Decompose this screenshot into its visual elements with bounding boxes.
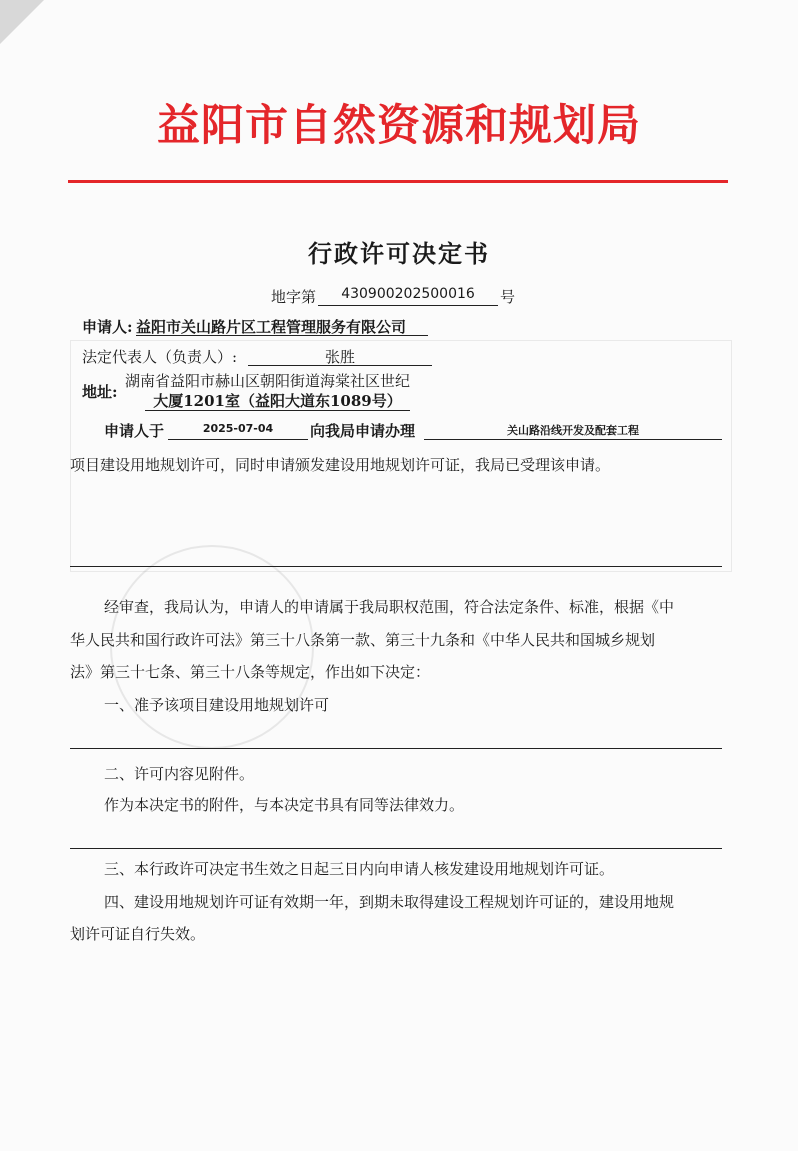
legal-rep-name: 张胜	[248, 346, 432, 366]
address-label: 地址:	[82, 383, 118, 401]
header-red-rule	[68, 180, 728, 183]
application-date: 2025-07-04	[168, 422, 308, 440]
document-title: 行政许可决定书	[308, 239, 490, 268]
doc-number-prefix: 地字第	[271, 288, 317, 306]
address-line1: 湖南省益阳市赫山区朝阳街道海棠社区世纪	[125, 372, 411, 390]
doc-number-suffix: 号	[500, 288, 516, 306]
decision-item-2-note: 作为本决定书的附件，与本决定书具有同等法律效力。	[104, 796, 465, 814]
address-line2: 大厦1201室（益阳大道东1089号）	[145, 390, 410, 411]
application-text-3: 项目建设用地规划许可，同时申请颁发建设用地规划许可证，我局已受理该申请。	[70, 456, 611, 474]
blank-rule-3	[70, 848, 722, 849]
agency-name: 益阳市自然资源和规划局	[157, 101, 641, 151]
review-line-2: 华人民共和国行政许可法》第三十八条第一款、第三十九条和《中华人民共和国城乡规划	[70, 631, 656, 649]
folded-corner	[0, 0, 44, 44]
doc-number-value: 430900202500016	[318, 286, 498, 306]
blank-rule-1	[70, 566, 722, 567]
review-line-1: 经审查，我局认为，申请人的申请属于我局职权范围，符合法定条件、标准，根据《中	[104, 598, 675, 616]
decision-item-1: 一、准予该项目建设用地规划许可	[104, 696, 330, 714]
decision-item-2: 二、许可内容见附件。	[104, 765, 255, 783]
review-line-3: 法》第三十七条、第三十八条等规定，作出如下决定：	[70, 663, 431, 681]
decision-item-4-line-2: 划许可证自行失效。	[70, 925, 206, 943]
decision-item-3: 三、本行政许可决定书生效之日起三日内向申请人核发建设用地规划许可证。	[104, 860, 615, 878]
applicant-name: 益阳市关山路片区工程管理服务有限公司	[136, 316, 428, 336]
decision-item-4-line-1: 四、建设用地规划许可证有效期一年，到期未取得建设工程规划许可证的，建设用地规	[104, 893, 675, 911]
applicant-label: 申请人:	[82, 318, 133, 336]
blank-rule-2	[70, 748, 722, 749]
legal-rep-label: 法定代表人（负责人）:	[82, 348, 238, 366]
project-name: 关山路沿线开发及配套工程	[424, 422, 722, 440]
application-text-1: 申请人于	[104, 422, 165, 440]
application-text-2: 向我局申请办理	[310, 422, 416, 440]
